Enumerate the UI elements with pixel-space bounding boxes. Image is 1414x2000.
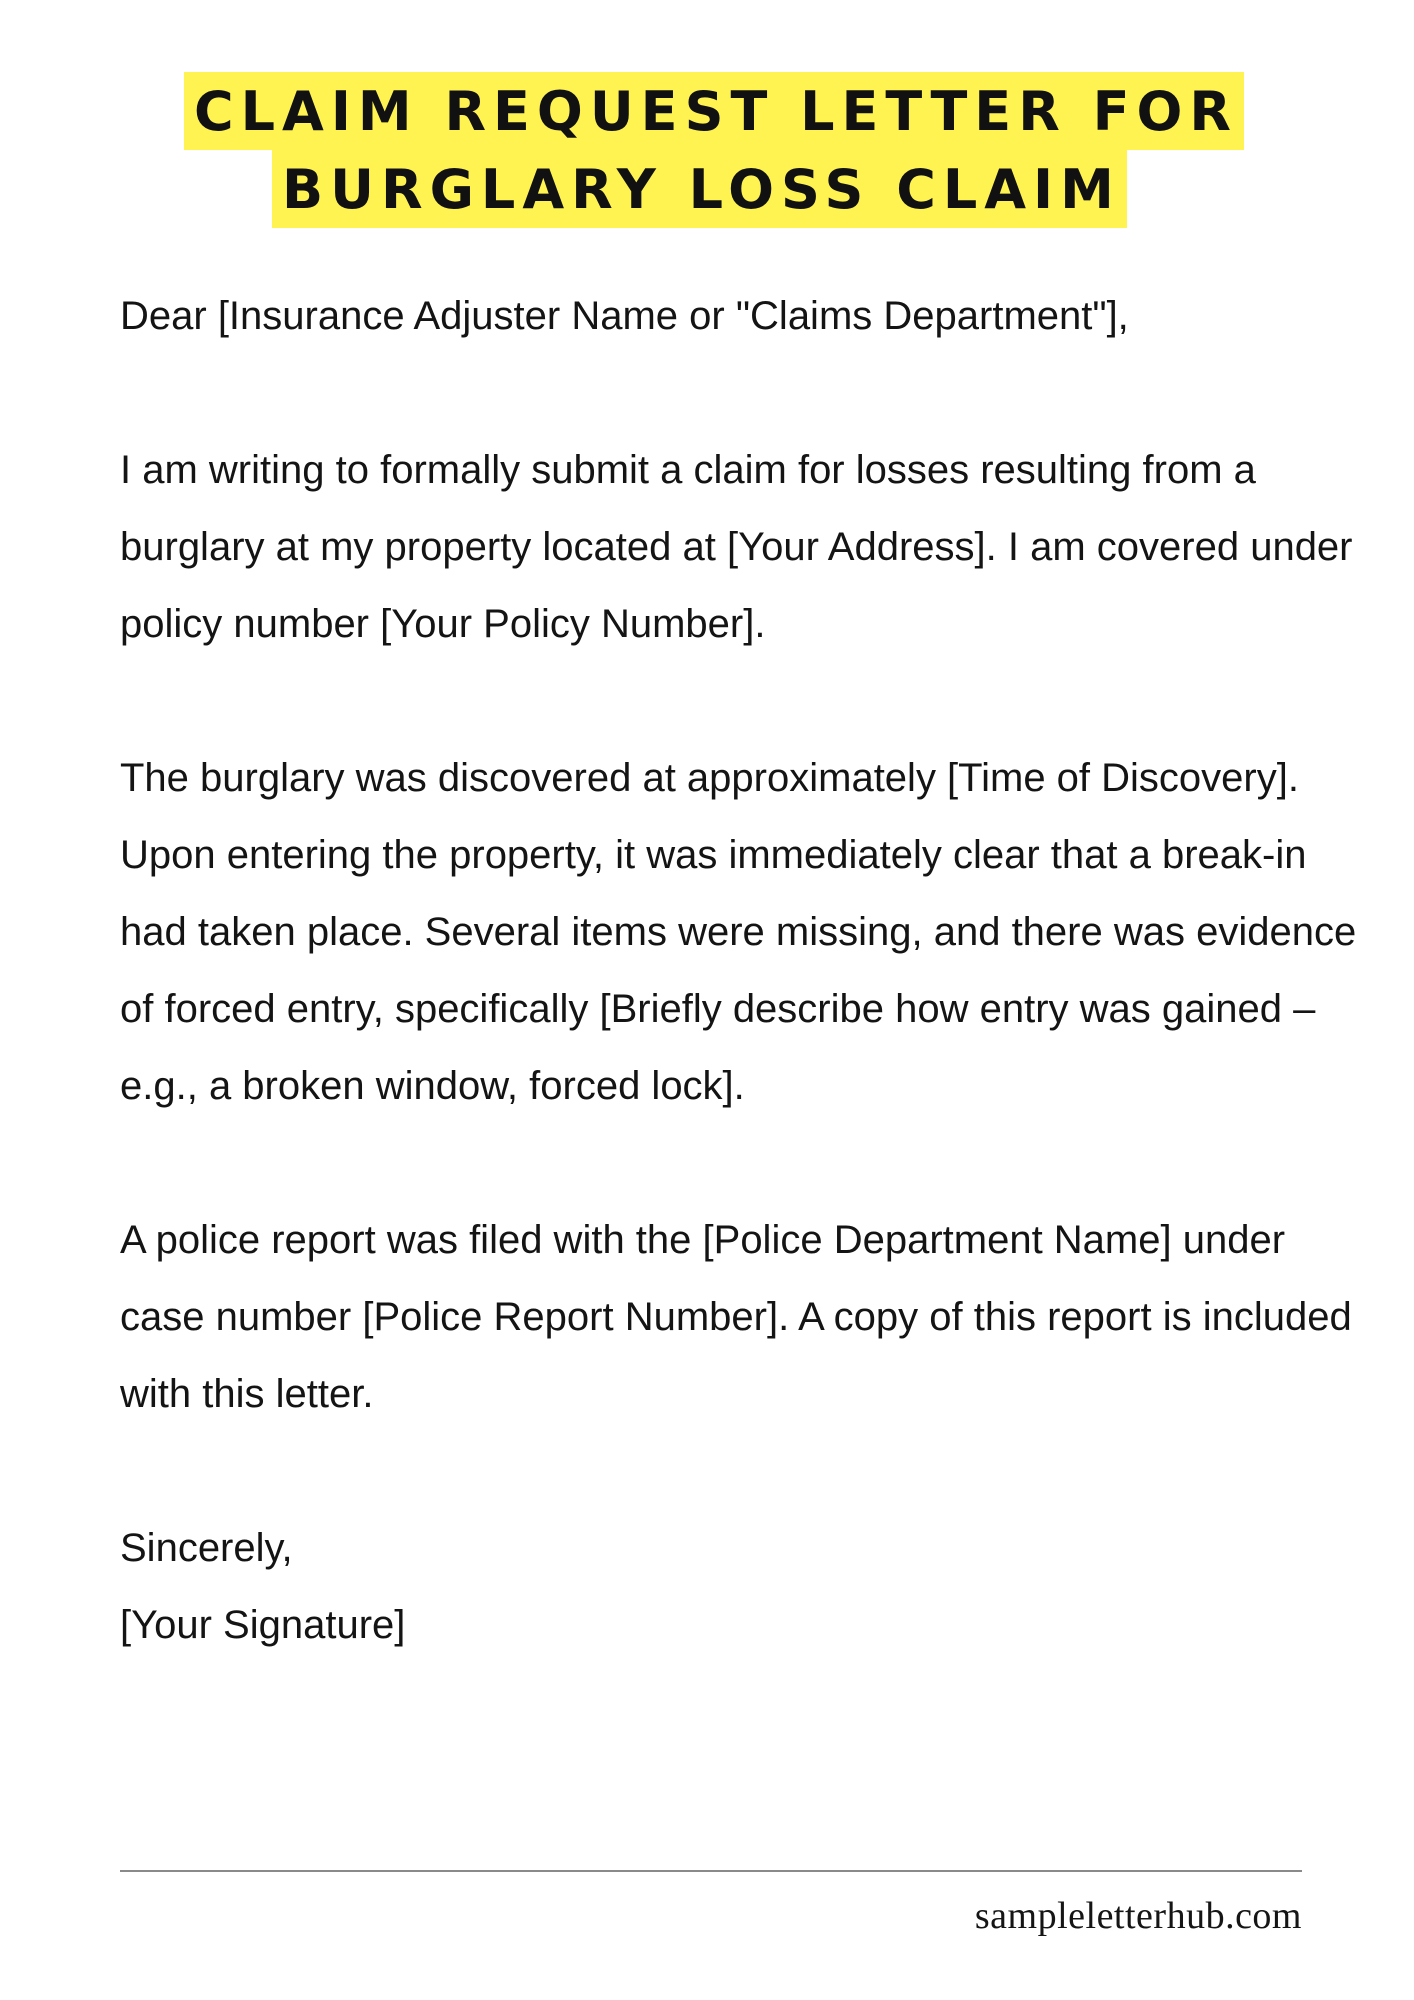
paragraph-3: A police report was filed with the [Police Department Name] under case number [Police Report Number]. A copy of this report is included with this letter. bbox=[120, 1218, 1352, 1416]
closing-text: Sincerely, bbox=[120, 1526, 293, 1570]
paragraph-2: The burglary was discovered at approximately [Time of Discovery]. Upon entering the property, it was immediately clear that a break-in had taken place. Several items were missing, and there was evidence of forced entry, specifically [Briefly describe how entry was gained – e.g., a broken window, forced lock]. bbox=[120, 756, 1357, 1108]
title-line-1: CLAIM REQUEST LETTER FOR bbox=[184, 72, 1244, 150]
closing bbox=[120, 1510, 1370, 1664]
signature: [Your Signature] bbox=[120, 1603, 406, 1647]
letter-body bbox=[120, 278, 1370, 1664]
paragraph-1: I am writing to formally submit a claim for losses resulting from a burglary at my property located at [Your Address]. I am covered under policy number [Your Policy Number]. bbox=[120, 448, 1353, 646]
title-line-2: BURGLARY LOSS CLAIM bbox=[272, 150, 1127, 228]
salutation: Dear [Insurance Adjuster Name or "Claims Department"], bbox=[120, 294, 1129, 338]
footer-website: sampleletterhub.com bbox=[974, 1895, 1302, 1937]
footer-divider bbox=[120, 1870, 1302, 1872]
